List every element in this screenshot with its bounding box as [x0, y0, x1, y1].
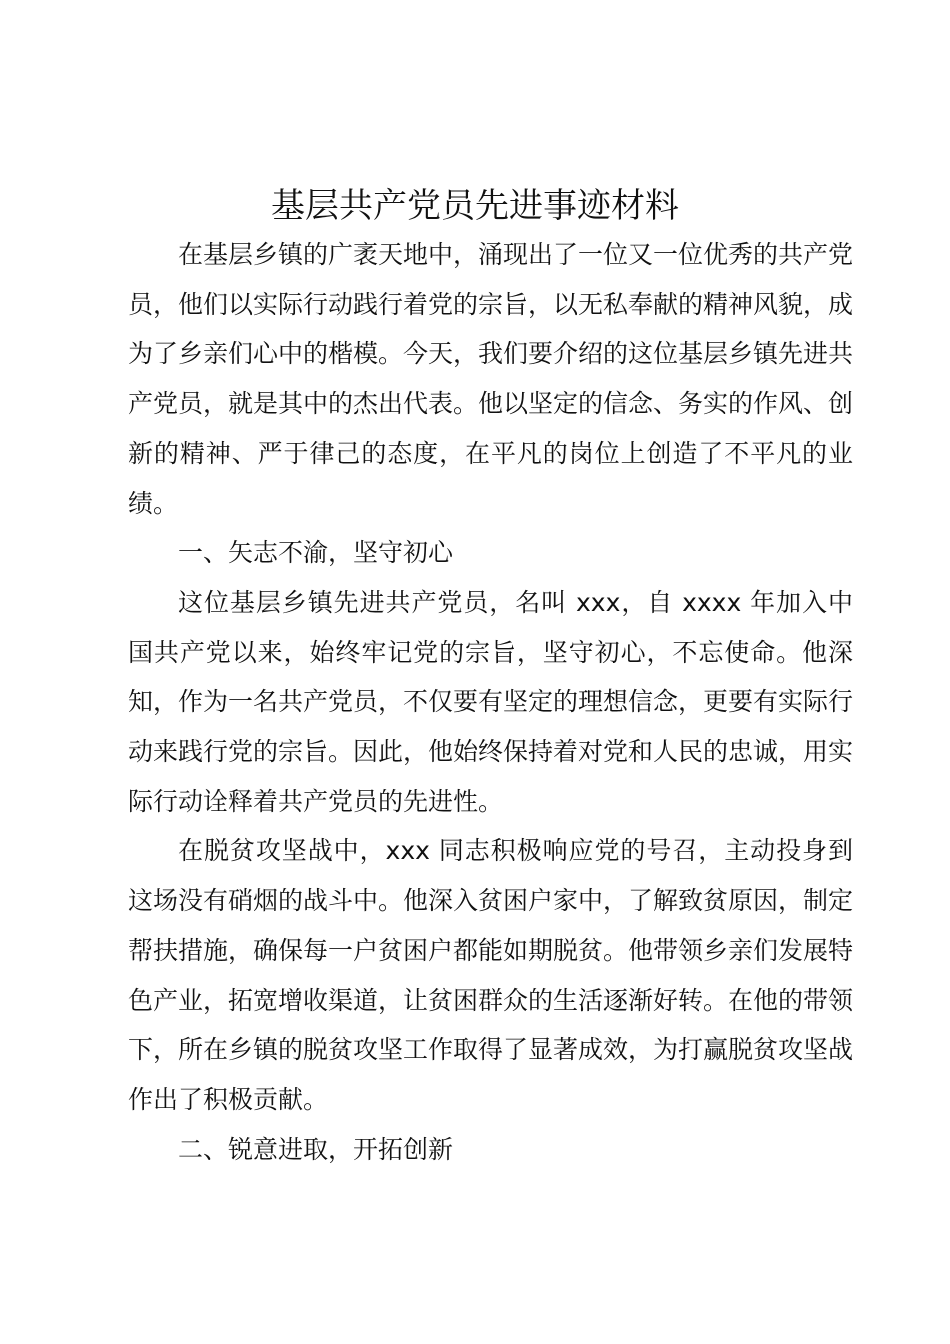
section-1-paragraph-2: 在脱贫攻坚战中，xxx 同志积极响应党的号召，主动投身到这场没有硝烟的战斗中。他深入贫困户家中，了解致贫原因，制定帮扶措施，确保每一户贫困户都能如期脱贫。他带领乡亲们发展特色产业，拓宽增收渠道，让贫困群众的生活逐渐好转。在他的带领下，所在乡镇的脱贫攻坚工作取得了显著成效，为打赢脱贫攻坚战作出了积极贡献。: [128, 836, 854, 1114]
section-2-heading: 二、锐意进取，开拓创新: [178, 1134, 454, 1164]
section-1-paragraph-1: 这位基层乡镇先进共产党员，名叫 xxx，自 xxxx 年加入中国共产党以来，始终牢记党的宗旨，坚守初心，不忘使命。他深知，作为一名共产党员，不仅要有坚定的理想信念，更要有实际行动来践行党的宗旨。因此，他始终保持着对党和人民的忠诚，用实际行动诠释着共产党员的先进性。: [128, 587, 854, 816]
intro-paragraph: 在基层乡镇的广袤天地中，涌现出了一位又一位优秀的共产党员，他们以实际行动践行着党的宗旨，以无私奉献的精神风貌，成为了乡亲们心中的楷模。今天，我们要介绍的这位基层乡镇先进共产党员，就是其中的杰出代表。他以坚定的信念、务实的作风、创新的精神、严于律己的态度，在平凡的岗位上创造了不平凡的业绩。: [128, 240, 854, 518]
document-title: 基层共产党员先进事迹材料: [271, 186, 679, 226]
section-1-heading: 一、矢志不渝，坚守初心: [178, 538, 454, 568]
document-body: [128, 230, 853, 1174]
